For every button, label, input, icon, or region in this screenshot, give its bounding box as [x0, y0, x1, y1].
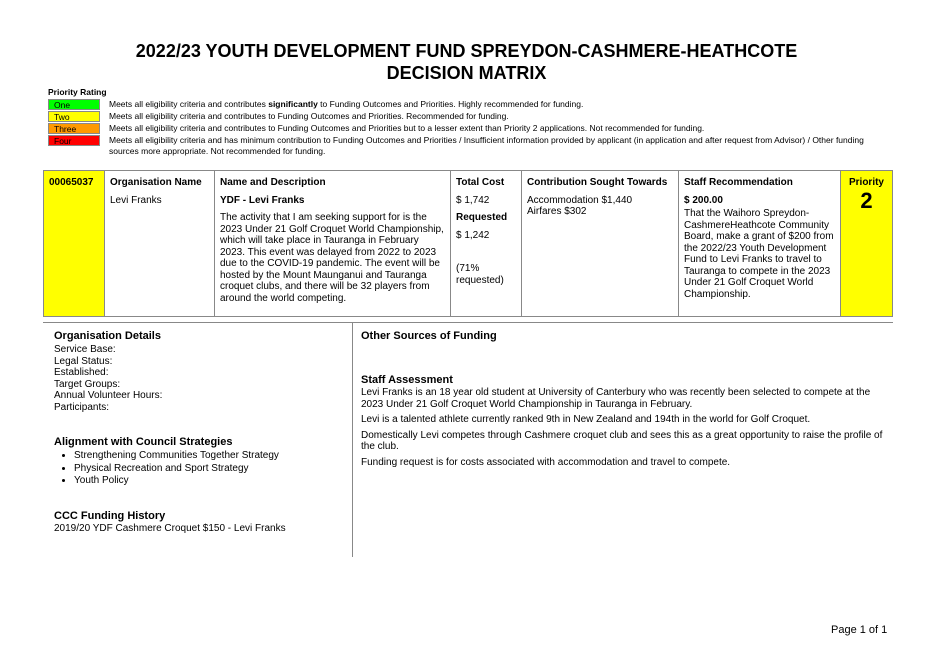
assessment-paragraph: Levi is a talented athlete currently ranked 9th in New Zealand and 194th in the world for Golf Croquet. — [361, 414, 811, 425]
priority-desc-two: Meets all eligibility criteria and contributes to Funding Outcomes and Priorities. Recommended for funding. — [109, 111, 509, 121]
contribution-item: Accommodation $1,440 — [527, 194, 633, 206]
contribution-header: Contribution Sought Towards — [527, 177, 668, 188]
decision-matrix-table — [43, 170, 893, 317]
cost-cell — [451, 171, 522, 317]
priority-value: 2 — [860, 187, 873, 213]
other-sources-heading: Other Sources of Funding — [361, 330, 497, 342]
org-detail-field: Annual Volunteer Hours: — [54, 390, 163, 401]
staff-recommendation-text: That the Waihoro Spreydon-CashmereHeathcote Community Board, make a grant of $200 from the 2022/23 Youth Development Fund to Levi Franks to travel to Tauranga to compete in the 2023 Under 21 Golf Croquet World Championship. — [684, 208, 834, 300]
priority-row-two — [48, 111, 879, 123]
requested-value: $ 1,242 — [456, 229, 490, 241]
org-details-heading: Organisation Details — [54, 330, 161, 342]
funding-history-heading: CCC Funding History — [54, 509, 166, 522]
staff-recommendation-amount: $ 200.00 — [684, 194, 723, 206]
page-number: Page 1 of 1 — [831, 624, 888, 636]
organisation-name: Levi Franks — [110, 194, 162, 206]
list-item: • Youth Policy — [74, 475, 346, 488]
assessment-paragraph: Funding request is for costs associated with accommodation and travel to compete. — [361, 456, 731, 468]
requested-header: Requested — [456, 212, 508, 223]
priority-rating-heading: Priority Rating — [48, 87, 107, 97]
priority-row-three — [48, 123, 879, 135]
priority-swatch-two: Two — [48, 111, 100, 122]
application-id: 00065037 — [49, 177, 94, 188]
table-row — [44, 171, 893, 317]
title-line-1: 2022/23 YOUTH DEVELOPMENT FUND SPREYDON-CASHMERE-HEATHCOTE — [135, 41, 798, 61]
document-title — [0, 40, 933, 84]
application-id-cell — [44, 171, 105, 317]
title-line-2: DECISION MATRIX — [386, 63, 547, 83]
organisation-cell — [105, 171, 215, 317]
staff-assessment-heading: Staff Assessment — [361, 374, 453, 386]
priority-row-four — [48, 135, 879, 159]
organisation-header: Organisation Name — [110, 177, 202, 188]
priority-swatch-three: Three — [48, 123, 100, 134]
assessment-paragraph: Levi Franks is an 18 year old student at University of Canterbury who was recently been selected to compete at the 2023 Under 21 Golf Croquet World Championship in Tauranga in February. — [361, 387, 871, 410]
column-divider — [352, 323, 353, 557]
right-column — [361, 330, 886, 472]
alignment-heading: Alignment with Council Strategies — [54, 436, 233, 448]
priority-swatch-four: Four — [48, 135, 100, 146]
priority-desc-three: Meets all eligibility criteria and contributes to Funding Outcomes and Priorities but to a lesser extent than Priority 2 applications. Not recommended for funding. — [109, 123, 705, 133]
priority-cell — [841, 171, 893, 317]
org-detail-field: Service Base: — [54, 344, 116, 355]
org-detail-field: Established: — [54, 367, 109, 378]
alignment-list — [74, 450, 346, 488]
project-title: YDF - Levi Franks — [220, 194, 305, 206]
priority-header: Priority — [848, 177, 884, 188]
org-detail-field: Participants: — [54, 401, 110, 413]
name-description-header: Name and Description — [220, 177, 326, 188]
priority-swatch-one: One — [48, 99, 100, 110]
staff-recommendation-header: Staff Recommendation — [684, 177, 793, 188]
priority-desc-one: Meets all eligibility criteria and contributes significantly to Funding Outcomes and Priorities. Highly recommended for funding. — [109, 99, 584, 109]
name-description-cell — [215, 171, 451, 317]
total-cost-header: Total Cost — [456, 177, 505, 188]
project-description: The activity that I am seeking support for is the 2023 Under 21 Golf Croquet World Championship, which will take place in Tauranga in February 2023. This event was delayed from 2022 to 2023 due to the COVID-19 pandemic. The event will be hosted by the Mount Maunganui and Tauranga croquet clubs, and there will be 32 players from around the world competing. — [220, 212, 444, 304]
funding-history-text: 2019/20 YDF Cashmere Croquet $150 - Levi Franks — [54, 522, 286, 534]
assessment-paragraph: Domestically Levi competes through Cashmere croquet club and sees this as a great opportunity to raise the profile of the club. — [361, 429, 883, 452]
list-item: • Strengthening Communities Together Strategy — [74, 450, 346, 463]
org-detail-field: Legal Status: — [54, 355, 113, 367]
left-column — [54, 330, 346, 534]
staff-recommendation-cell — [679, 171, 841, 317]
contribution-item: Airfares $302 — [527, 206, 587, 217]
priority-desc-four: Meets all eligibility criteria and has minimum contribution to Funding Outcomes and Priorities / Insufficient information provided by applicant (in application and after request from Advisor) / Other funding sources more appropriate. Not recommended for funding. — [109, 135, 864, 156]
priority-row-one — [48, 99, 879, 111]
section-divider — [43, 322, 893, 323]
requested-percentage: (71% requested) — [456, 263, 504, 286]
total-cost-value: $ 1,742 — [456, 194, 490, 206]
org-detail-field: Target Groups: — [54, 378, 121, 390]
contribution-cell — [522, 171, 679, 317]
list-item: • Physical Recreation and Sport Strategy — [74, 463, 346, 476]
